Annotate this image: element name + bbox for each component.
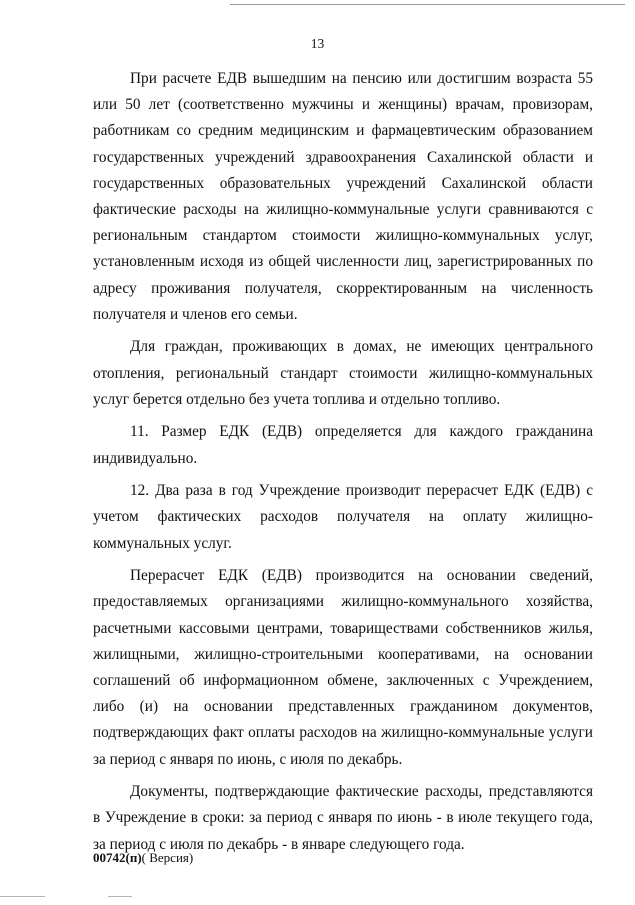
paragraph-item-12: 12. Два раза в год Учреждение производит перерасчет ЕДК (ЕДВ) с учетом фактических расходов получателя на оплату жилищно-коммунальных услуг. (93, 482, 593, 552)
footer-document-code (93, 850, 193, 866)
footer-code: 00742(п) (93, 850, 142, 865)
document-body (93, 66, 593, 864)
paragraph-item-11: 11. Размер ЕДК (ЕДВ) определяется для каждого гражданина индивидуально. (93, 423, 593, 467)
page-number: 13 (310, 36, 325, 51)
paragraph-no-central-heating: Для граждан, проживающих в домах, не имеющих центрального отопления, региональный стандарт стоимости жилищно-коммунальных услуг берется отдельно без учета топлива и отдельно топливо. (93, 338, 593, 408)
paragraph-document-deadlines: Документы, подтверждающие фактические расходы, представляются в Учреждение в сроки: за период с января по июнь - в июле текущего года, за период с июля по декабрь - в январе следующего года. (93, 783, 593, 853)
scan-edge-line-bottom-mid (108, 896, 132, 897)
scan-edge-line-top (230, 4, 625, 5)
scan-edge-line-bottom-left (0, 896, 45, 897)
paragraph-edv-calculation: При расчете ЕДВ вышедшим на пенсию или достигшим возраста 55 или 50 лет (соответственно мужчины и женщины) врачам, провизорам, работникам со средним медицинским и фармацевтическим образованием государственных учреждений здравоохранения Сахалинской области и государственных образовательных учреждений Сахалинской области фактические расходы на жилищно-коммунальные услуги сравниваются с региональным стандартом стоимости жилищно-коммунальных услуг, установленным исходя из общей численности лиц, зарегистрированных по адресу проживания получателя, скорректированным на численность получателя и членов его семьи. (93, 70, 593, 323)
footer-version: ( Версия) (141, 850, 194, 865)
paragraph-recalculation-basis: Перерасчет ЕДК (ЕДВ) производится на основании сведений, предоставляемых организациями жилищно-коммунального хозяйства, расчетными кассовыми центрами, товариществами собственников жилья, жилищными, жилищно-строительными кооперативами, на основании соглашений об информационном обмене, заключенных с Учреждением, либо (и) на основании представленных гражданином документов, подтверждающих факт оплаты расходов на жилищно-коммунальные услуги за период с января по июнь, с июля по декабрь. (93, 567, 593, 768)
